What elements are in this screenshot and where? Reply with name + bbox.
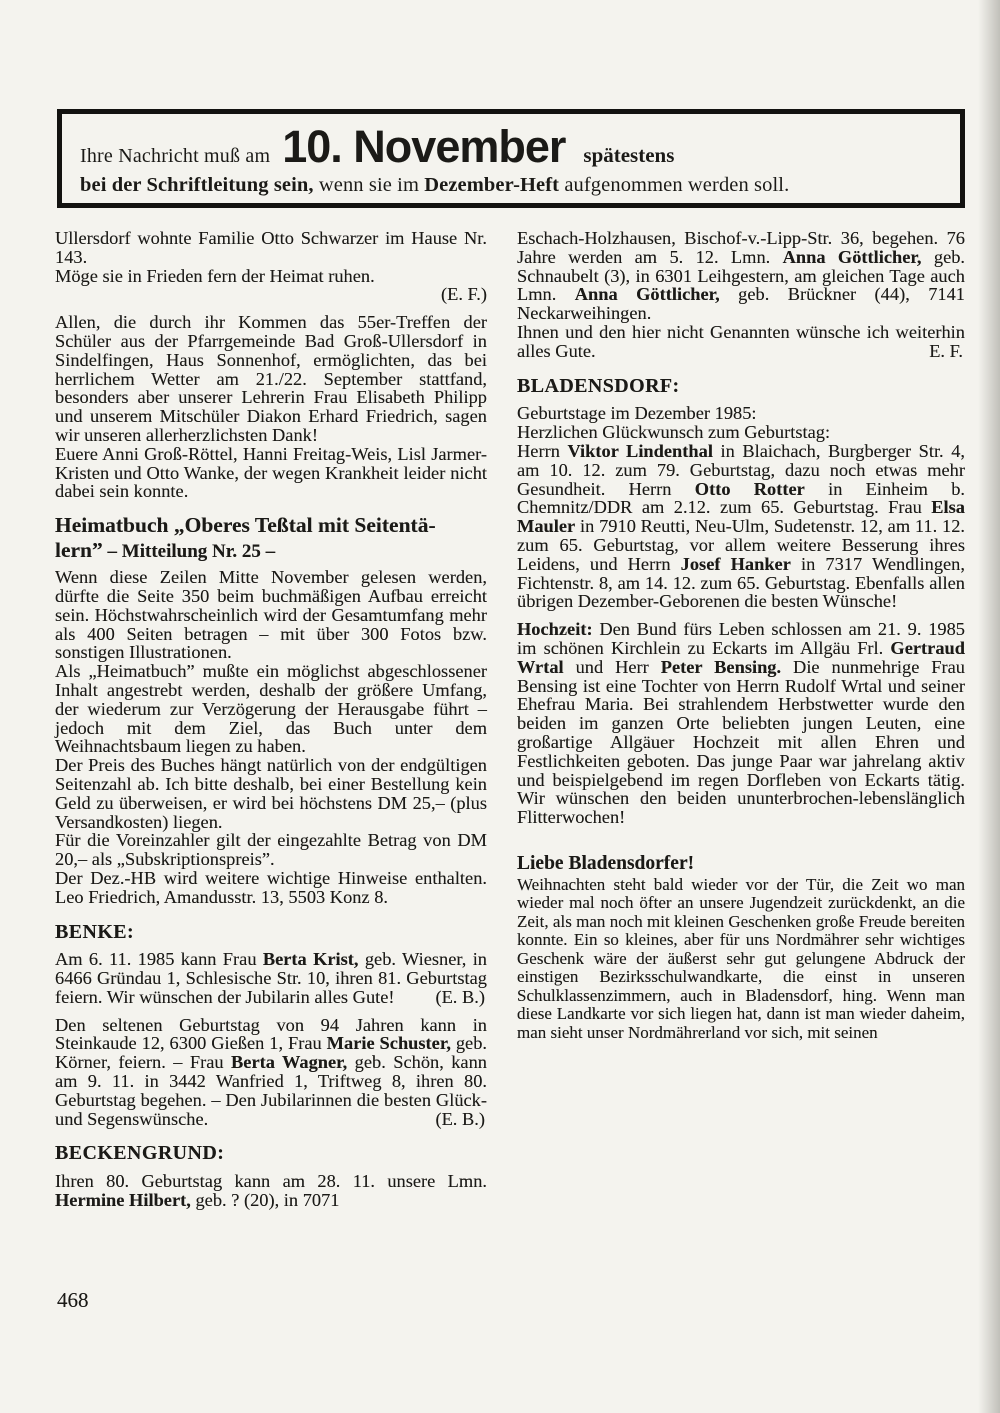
text-run: Der Preis des Buches hängt natürlich von der endgültigen Seitenzahl ab. Ich bitte deshalb, bei einer Bestellung kein Geld zu überweisen, er wird bei höchstens DM 25,– (plus Versandkosten) liegen. xyxy=(55,755,487,832)
text-run: Die nunmehrige Frau Bensing ist eine Tochter von Herrn Rudolf Wrtal und seiner Ehefrau Maria. Bei strahlendem Herbstwetter wurde den beiden im ganzen Orte beliebten jungen Leuten, eine großartige Allgäuer Hochzeit mit allen Ehren und Festlichkeiten geboten. Das junge Paar war jahrelang aktiv und beispielgebend im regen Dorfleben von Eckarts tätig. Wir wünschen den beiden ununterbrochen-lebenslänglich Flitterwochen! xyxy=(517,656,965,828)
deadline-suffix: spätestens xyxy=(583,143,675,167)
paragraph xyxy=(517,876,965,1043)
heading-line: lern” xyxy=(55,537,103,562)
paragraph xyxy=(55,662,487,756)
text-run: geb. Brückner (44), 7141 Neckarweihingen. xyxy=(517,284,965,324)
section-heading-liebe-bladensdorfer: Liebe Bladensdorfer! xyxy=(517,852,695,874)
bold-text: Dezember-Heft xyxy=(424,174,560,196)
paragraph xyxy=(55,229,487,267)
deadline-notice-box xyxy=(57,109,965,208)
deadline-date: 10. November xyxy=(282,121,566,172)
bold-text: Viktor Lindenthal xyxy=(567,440,713,461)
bold-text: Hermine Hilbert, xyxy=(55,1190,191,1211)
bold-text: Hochzeit: xyxy=(517,619,593,640)
paragraph xyxy=(55,1016,487,1129)
paragraph xyxy=(517,442,965,611)
paragraph xyxy=(55,445,487,501)
text-run: Für die Voreinzahler gilt der eingezahlte Betrag von DM 20,– als „Subskriptionspreis”. xyxy=(55,830,487,870)
signature: (E. B.) xyxy=(435,986,485,1007)
text-run: Als „Heimatbuch” mußte ein möglichst abgeschlossener Inhalt angestrebt werden, deshalb der größere Umfang, der wiederum zur Verzögerung der Herausgabe führt – jedoch mit dem Ziel, das Buch unter dem Weihnachtsbaum liegen zu haben. xyxy=(55,661,487,757)
text-run: Ihren 80. Geburtstag kann am 28. 11. unsere Lmn. xyxy=(55,1171,487,1192)
section-heading-benke: BENKE: xyxy=(55,920,135,943)
text-run: Herrn xyxy=(517,440,568,461)
text-run: in 7910 Reutti, Neu-Ulm, Sudetenstr. 12, am 11. 12. zum 65. Geburtstag, vor allem weitere Besserung ihres Leidens, und Herrn xyxy=(517,516,965,574)
paragraph xyxy=(55,568,487,662)
text-run: Euere Anni Groß-Röttel, Hanni Freitag-Weis, Lisl Jarmer-Kristen und Otto Wanke, der wegen Krankheit leider nicht dabei sein konnte. xyxy=(55,443,487,502)
bold-text: bei der Schriftleitung sein, xyxy=(80,174,314,196)
paragraph xyxy=(55,1172,487,1210)
section-heading-bladensdorf: BLADENSDORF: xyxy=(517,374,680,397)
text-run: in 7317 Wendlingen, Fichtenstr. 8, am 14. 12. zum 65. Geburtstag. Ebenfalls allen übrigen Dezember-Geborenen die besten Wünsche! xyxy=(517,553,965,612)
paragraph xyxy=(517,323,965,361)
text-run: Ihnen und den hier nicht Genannten wünsche ich weiterhin alles Gute. xyxy=(517,321,965,361)
text-run: Geburtstage im Dezember 1985: xyxy=(517,403,757,424)
text-run: Weihnachten steht bald wieder vor der Tür, die Zeit wo man wieder mal noch öfter an unsere Jugendzeit zurückdenkt, an die Zeit, als man noch mit kleinen Geschenken große Freude bereiten konnte. Ein so kleines, aber für uns Nordmährer sehr wichtiges Geschenk wäre der äußerst sehr gut gelungene Abdruck der einstigen Bezirksschulwandkarte, die einst in unseren Schulklassenzimmern, auch in Bladensdorf, hing. Wenn man diese Landkarte vor sich liegen hat, dann ist man wieder daheim, man sieht unser Nordmährerland vor sich, mit seinen xyxy=(517,874,965,1042)
paragraph xyxy=(517,229,965,323)
right-column xyxy=(517,229,965,1210)
signature: E. F. xyxy=(929,340,963,361)
text-run: Den seltenen Geburtstag von 94 Jahren kann in Steinkaude 12, 6300 Gießen 1, Frau xyxy=(55,1014,487,1054)
section-heading-heimatbuch xyxy=(55,514,487,563)
signature: (E. F.) xyxy=(440,284,487,305)
text-run: wenn sie im xyxy=(313,174,425,196)
text-run: Herzlichen Glückwunsch zum Geburtstag: xyxy=(517,422,831,443)
bold-text: Anna Göttlicher, xyxy=(574,284,720,305)
scan-edge-shadow xyxy=(978,0,1000,1413)
paragraph xyxy=(55,313,487,445)
text-run: geb. Körner, feiern. – Frau xyxy=(55,1033,487,1073)
text-run: Ullersdorf wohnte Familie Otto Schwarzer im Hause Nr. 143. xyxy=(55,228,487,267)
two-column-text-area xyxy=(55,229,965,1210)
text-run: in Einheim b. Chemnitz/DDR am 2.12. zum 65. Geburtstag. Frau xyxy=(517,478,965,518)
text-run: Allen, die durch ihr Kommen das 55er-Treffen der Schüler aus der Pfarrgemeinde Bad Groß-Ullersdorf in Sindelfingen, Haus Sonnenhof, ermöglichten, das bei herrlichem Wetter am 21./22. September stattfand, besonders aber unserer Lehrerin Frau Elisabeth Philipp und unserem Mitschüler Diakon Erhard Friedrich, sagen wir unseren allerherzlichsten Dank! xyxy=(55,312,487,445)
text-run: Der Dez.-HB wird weitere wichtige Hinweise enthalten. Leo Friedrich, Amandusstr. 13, 5503 Konz 8. xyxy=(55,867,487,907)
text-run: geb. ? (20), in 7071 xyxy=(190,1190,340,1211)
heading-subtitle: – Mitteilung Nr. 25 – xyxy=(102,540,276,562)
paragraph xyxy=(55,950,487,1006)
text-run: und Herr xyxy=(563,656,661,677)
deadline-prefix: Ihre Nachricht muß am xyxy=(80,145,271,167)
text-run: Den Bund fürs Leben schlossen am 21. 9. 1985 im schönen Kirchlein zu Eckarts im Allgäu Frl. xyxy=(517,619,965,658)
paragraph xyxy=(55,831,487,869)
left-column xyxy=(55,229,487,1210)
signature: (E. B.) xyxy=(435,1108,485,1129)
bold-text: Josef Hanker xyxy=(680,553,791,574)
paragraph xyxy=(517,423,965,442)
bold-text: Peter Bensing. xyxy=(660,656,782,677)
text-run: Wenn diese Zeilen Mitte November gelesen werden, dürfte die Seite 350 beim buchmäßigen Aufbau erreicht sein. Höchstwahrscheinlich wird der Gesamtumfang mehr als 400 Seiten betragen – mit über 300 Fotos bzw. sonstigen Illustrationen. xyxy=(55,567,487,663)
bold-text: Elsa Mauler xyxy=(517,497,965,537)
deadline-line1 xyxy=(80,121,944,172)
section-heading-beckengrund: BECKENGRUND: xyxy=(55,1142,225,1165)
text-run: in Blaichach, Burgberger Str. 4, am 10. 12. zum 79. Geburtstag, dazu noch etwas mehr Gesundheit. Herrn xyxy=(517,440,965,499)
bold-text: Gertraud Wrtal xyxy=(517,637,965,677)
bold-text: Berta Krist, xyxy=(262,949,359,970)
paragraph xyxy=(55,756,487,831)
heading-line: Heimatbuch „Oberes Teßtal mit Seitentä- xyxy=(55,513,436,538)
text-run: geb. Schön, kann am 9. 11. in 3442 Wanfried 1, Triftweg 8, ihren 80. Geburtstag begehen. – Den Jubilarinnen die besten Glück- und Segenswünsche. xyxy=(55,1052,487,1129)
bold-text: Anna Göttlicher, xyxy=(782,246,922,267)
paragraph xyxy=(517,404,965,423)
deadline-line2 xyxy=(80,174,944,197)
text-run: geb. Wiesner, in 6466 Gründau 1, Schlesische Str. 10, ihren 81. Geburtstag feiern. Wir wünschen der Jubilarin alles Gute! xyxy=(55,949,488,1007)
text-run: Eschach-Holzhausen, Bischof-v.-Lipp-Str. 36, begehen. 76 Jahre werden am 5. 12. Lmn. xyxy=(517,228,965,267)
paragraph xyxy=(55,267,487,286)
text-run: aufgenommen werden soll. xyxy=(559,174,790,196)
text-run: geb. Schnaubelt (3), in 6301 Leihgestern, am gleichen Tage auch Lmn. xyxy=(517,246,966,305)
bold-text: Otto Rotter xyxy=(694,478,805,499)
text-run: Möge sie in Frieden fern der Heimat ruhen. xyxy=(55,265,375,286)
page-number: 468 xyxy=(57,1288,89,1312)
bold-text: Berta Wagner, xyxy=(231,1052,348,1073)
paragraph xyxy=(55,869,487,907)
paragraph xyxy=(517,620,965,827)
text-run: Am 6. 11. 1985 kann Frau xyxy=(55,949,263,970)
bold-text: Marie Schuster, xyxy=(326,1033,451,1054)
